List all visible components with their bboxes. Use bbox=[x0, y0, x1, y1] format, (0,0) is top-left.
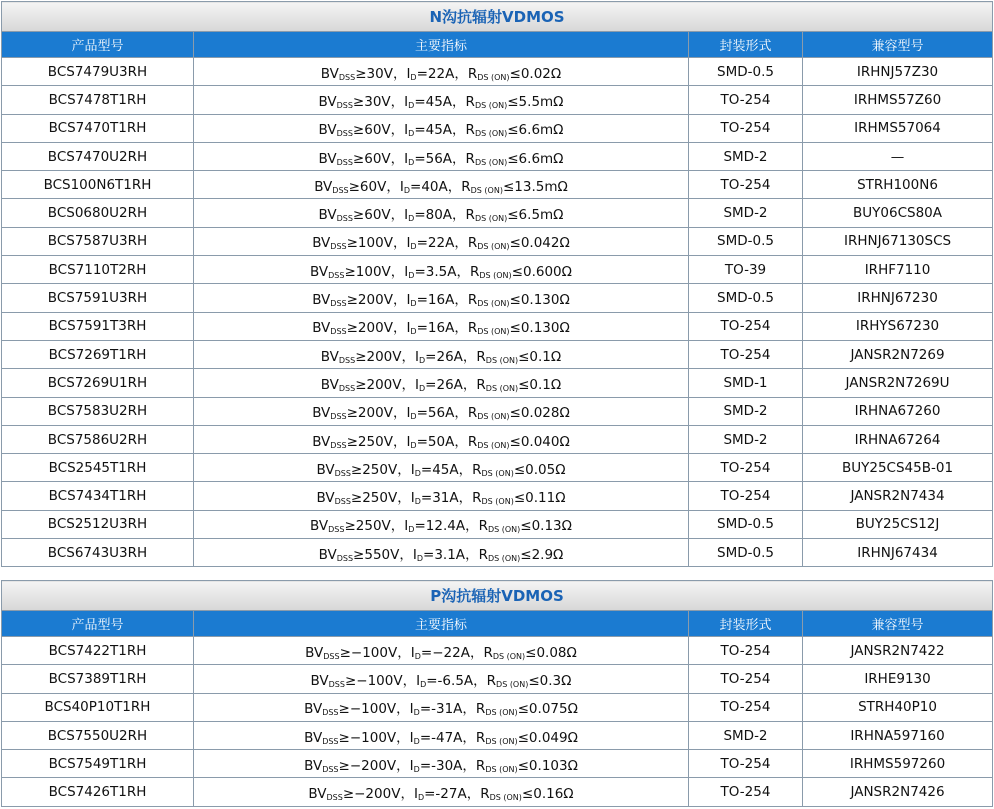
spec-id: =−22A bbox=[420, 644, 470, 661]
table-row bbox=[2, 369, 993, 397]
compatible-cell: STRH100N6 bbox=[803, 171, 993, 199]
package-cell: SMD-2 bbox=[689, 199, 803, 227]
spec-cell: $BV_{DSS}\ge 200V$，$I_D=26A$，$R_{DS (ON)}\le 0.1\Omega$ bbox=[194, 340, 689, 368]
spec-cell: $BV_{DSS}\ge 100V$，$I_D=3.5A$，$R_{DS (ON)}\le 0.600\Omega$ bbox=[194, 256, 689, 284]
compatible-cell: IRHNJ67130SCS bbox=[803, 227, 993, 255]
compatible-cell: IRHNJ67230 bbox=[803, 284, 993, 312]
spec-cell: $BV_{DSS}\ge-200V$，$I_D=-27A$，$R_{DS (ON)}\le 0.16\Omega$ bbox=[194, 778, 689, 806]
spec-bv: ≥−100V bbox=[339, 644, 398, 661]
spec-id: =45A bbox=[414, 122, 453, 139]
spec-cell: $BV_{DSS}\ge 250V$，$I_D=12.4A$，$R_{DS (ON)}\le 0.13\Omega$ bbox=[194, 510, 689, 538]
spec-rds: ≤13.5mΩ bbox=[502, 178, 568, 195]
spec-bv: ≥60V bbox=[348, 178, 387, 195]
spec-id: =45A bbox=[420, 461, 459, 478]
spec-bv: ≥30V bbox=[355, 65, 393, 82]
model-cell: BCS6743U3RH bbox=[2, 539, 194, 567]
compatible-cell: JANSR2N7269 bbox=[803, 340, 993, 368]
spec-rds: ≤2.9Ω bbox=[520, 546, 564, 563]
spec-bv: ≥200V bbox=[346, 320, 393, 337]
spec-id: =31A bbox=[420, 490, 459, 507]
compatible-cell: IRHNA67260 bbox=[803, 397, 993, 425]
spec-cell: $BV_{DSS}\ge 550V$，$I_D=3.1A$，$R_{DS (ON)}\le 2.9\Omega$ bbox=[194, 539, 689, 567]
spec-id: =16A bbox=[416, 292, 455, 309]
spec-id: =56A bbox=[414, 150, 453, 167]
package-cell: TO-254 bbox=[689, 171, 803, 199]
spec-id: =40A bbox=[410, 178, 448, 195]
spec-cell: $BV_{DSS}\ge 60V$，$I_D=56A$，$R_{DS (ON)}\le 6.6m\Omega$ bbox=[194, 142, 689, 170]
spec-id: =26A bbox=[425, 348, 463, 365]
table-row bbox=[2, 665, 993, 693]
spec-rds: ≤0.600Ω bbox=[511, 263, 572, 280]
header-model: 产品型号 bbox=[2, 611, 194, 637]
compatible-cell: STRH40P10 bbox=[803, 693, 993, 721]
table-row bbox=[2, 778, 993, 806]
table-row bbox=[2, 171, 993, 199]
model-cell: BCS7470T1RH bbox=[2, 114, 194, 142]
package-cell: TO-39 bbox=[689, 256, 803, 284]
compatible-cell: JANSR2N7434 bbox=[803, 482, 993, 510]
model-cell: BCS7389T1RH bbox=[2, 665, 194, 693]
spec-id: =45A bbox=[414, 93, 453, 110]
spec-bv: ≥200V bbox=[355, 348, 402, 365]
table-row bbox=[2, 227, 993, 255]
package-cell: TO-254 bbox=[689, 750, 803, 778]
package-cell: TO-254 bbox=[689, 482, 803, 510]
compatible-cell: IRHE9130 bbox=[803, 665, 993, 693]
package-cell: SMD-0.5 bbox=[689, 539, 803, 567]
spec-id: =22A bbox=[416, 65, 455, 82]
compatible-cell: BUY25CS12J bbox=[803, 510, 993, 538]
spec-cell: $BV_{DSS}\ge 30V$，$I_D=45A$，$R_{DS (ON)}\le 5.5m\Omega$ bbox=[194, 86, 689, 114]
table-header-row bbox=[2, 611, 993, 637]
model-cell: BCS7591T3RH bbox=[2, 312, 194, 340]
table-row bbox=[2, 693, 993, 721]
spec-rds: ≤0.05Ω bbox=[513, 461, 566, 478]
model-cell: BCS7550U2RH bbox=[2, 721, 194, 749]
table-title: P沟抗辐射VDMOS bbox=[2, 581, 993, 611]
compatible-cell: — bbox=[803, 142, 993, 170]
spec-bv: ≥550V bbox=[353, 546, 400, 563]
spec-rds: ≤0.028Ω bbox=[509, 405, 570, 422]
package-cell: SMD-1 bbox=[689, 369, 803, 397]
model-cell: BCS7269U1RH bbox=[2, 369, 194, 397]
spec-cell: $BV_{DSS}\ge 200V$，$I_D=16A$，$R_{DS (ON)}\le 0.130\Omega$ bbox=[194, 284, 689, 312]
spec-bv: ≥250V bbox=[346, 433, 393, 450]
spec-cell: $BV_{DSS}\ge 60V$，$I_D=45A$，$R_{DS (ON)}\le 6.6m\Omega$ bbox=[194, 114, 689, 142]
spec-cell: $BV_{DSS}\ge-200V$，$I_D=-30A$，$R_{DS (ON)}\le 0.103\Omega$ bbox=[194, 750, 689, 778]
model-cell: BCS7422T1RH bbox=[2, 637, 194, 665]
table-row bbox=[2, 284, 993, 312]
header-model: 产品型号 bbox=[2, 32, 194, 58]
header-package: 封装形式 bbox=[689, 32, 803, 58]
table-row bbox=[2, 721, 993, 749]
compatible-cell: JANSR2N7426 bbox=[803, 778, 993, 806]
spec-rds: ≤5.5mΩ bbox=[507, 93, 564, 110]
spec-rds: ≤0.1Ω bbox=[518, 348, 562, 365]
table-header-row bbox=[2, 32, 993, 58]
package-cell: TO-254 bbox=[689, 312, 803, 340]
spec-cell: $BV_{DSS}\ge 200V$，$I_D=16A$，$R_{DS (ON)}\le 0.130\Omega$ bbox=[194, 312, 689, 340]
spec-bv: ≥200V bbox=[346, 405, 393, 422]
spec-bv: ≥−200V bbox=[338, 757, 397, 774]
model-cell: BCS2512U3RH bbox=[2, 510, 194, 538]
spec-bv: ≥−100V bbox=[344, 672, 403, 689]
table-row bbox=[2, 750, 993, 778]
spec-rds: ≤0.16Ω bbox=[521, 786, 574, 803]
spec-id: =16A bbox=[416, 320, 455, 337]
spec-cell: $BV_{DSS}\ge 250V$，$I_D=50A$，$R_{DS (ON)}\le 0.040\Omega$ bbox=[194, 425, 689, 453]
model-cell: BCS7426T1RH bbox=[2, 778, 194, 806]
table-row bbox=[2, 142, 993, 170]
header-package: 封装形式 bbox=[689, 611, 803, 637]
table-row bbox=[2, 482, 993, 510]
package-cell: SMD-0.5 bbox=[689, 58, 803, 86]
compatible-cell: IRHNA67264 bbox=[803, 425, 993, 453]
package-cell: SMD-2 bbox=[689, 397, 803, 425]
package-cell: SMD-0.5 bbox=[689, 284, 803, 312]
spec-id: =22A bbox=[416, 235, 455, 252]
compatible-cell: IRHMS57064 bbox=[803, 114, 993, 142]
table-row bbox=[2, 397, 993, 425]
spec-bv: ≥100V bbox=[344, 263, 391, 280]
model-cell: BCS7587U3RH bbox=[2, 227, 194, 255]
spec-cell: $BV_{DSS}\ge 100V$，$I_D=22A$，$R_{DS (ON)}\le 0.042\Omega$ bbox=[194, 227, 689, 255]
spec-rds: ≤0.130Ω bbox=[509, 320, 570, 337]
header-compatible: 兼容型号 bbox=[803, 611, 993, 637]
compatible-cell: JANSR2N7422 bbox=[803, 637, 993, 665]
p-channel-table bbox=[1, 580, 993, 807]
spec-rds: ≤0.130Ω bbox=[509, 292, 570, 309]
spec-bv: ≥60V bbox=[352, 122, 391, 139]
table-row bbox=[2, 86, 993, 114]
package-cell: TO-254 bbox=[689, 114, 803, 142]
package-cell: SMD-2 bbox=[689, 721, 803, 749]
spec-id: =-27A bbox=[424, 786, 467, 803]
header-spec: 主要指标 bbox=[194, 611, 689, 637]
package-cell: SMD-2 bbox=[689, 142, 803, 170]
spec-rds: ≤0.042Ω bbox=[509, 235, 570, 252]
spec-rds: ≤0.3Ω bbox=[528, 672, 572, 689]
spec-rds: ≤6.6mΩ bbox=[507, 150, 564, 167]
spec-bv: ≥250V bbox=[350, 461, 398, 478]
spec-cell: $BV_{DSS}\ge-100V$，$I_D=-6.5A$，$R_{DS (ON)}\le 0.3\Omega$ bbox=[194, 665, 689, 693]
spec-cell: $BV_{DSS}\ge-100V$，$I_D=-22A$，$R_{DS (ON)}\le 0.08\Omega$ bbox=[194, 637, 689, 665]
table-row bbox=[2, 312, 993, 340]
model-cell: BCS7470U2RH bbox=[2, 142, 194, 170]
spec-rds: ≤0.11Ω bbox=[513, 490, 566, 507]
spec-cell: $BV_{DSS}\ge 60V$，$I_D=40A$，$R_{DS (ON)}\le 13.5m\Omega$ bbox=[194, 171, 689, 199]
table-row bbox=[2, 58, 993, 86]
spec-cell: $BV_{DSS}\ge 200V$，$I_D=56A$，$R_{DS (ON)}\le 0.028\Omega$ bbox=[194, 397, 689, 425]
table-row bbox=[2, 539, 993, 567]
spec-bv: ≥200V bbox=[346, 292, 393, 309]
model-cell: BCS0680U2RH bbox=[2, 199, 194, 227]
spec-rds: ≤6.6mΩ bbox=[507, 122, 564, 139]
package-cell: SMD-2 bbox=[689, 425, 803, 453]
package-cell: TO-254 bbox=[689, 86, 803, 114]
spec-id: =3.1A bbox=[423, 546, 466, 563]
spec-rds: ≤0.103Ω bbox=[517, 757, 578, 774]
table-title-row bbox=[2, 2, 993, 32]
package-cell: TO-254 bbox=[689, 778, 803, 806]
spec-id: =80A bbox=[414, 207, 453, 224]
spec-rds: ≤0.040Ω bbox=[509, 433, 570, 450]
model-cell: BCS7478T1RH bbox=[2, 86, 194, 114]
package-cell: TO-254 bbox=[689, 340, 803, 368]
spec-bv: ≥250V bbox=[344, 518, 391, 535]
spec-cell: $BV_{DSS}\ge 250V$，$I_D=31A$，$R_{DS (ON)}\le 0.11\Omega$ bbox=[194, 482, 689, 510]
spec-id: =-6.5A bbox=[426, 672, 474, 689]
package-cell: SMD-0.5 bbox=[689, 227, 803, 255]
table-row bbox=[2, 199, 993, 227]
model-cell: BCS2545T1RH bbox=[2, 454, 194, 482]
table-title-row bbox=[2, 581, 993, 611]
spec-cell: $BV_{DSS}\ge-100V$，$I_D=-31A$，$R_{DS (ON)}\le 0.075\Omega$ bbox=[194, 693, 689, 721]
model-cell: BCS7591U3RH bbox=[2, 284, 194, 312]
model-cell: BCS7549T1RH bbox=[2, 750, 194, 778]
spec-rds: ≤0.13Ω bbox=[520, 518, 572, 535]
model-cell: BCS7269T1RH bbox=[2, 340, 194, 368]
model-cell: BCS100N6T1RH bbox=[2, 171, 194, 199]
header-compatible: 兼容型号 bbox=[803, 32, 993, 58]
spec-rds: ≤0.075Ω bbox=[517, 701, 578, 718]
spec-cell: $BV_{DSS}\ge 30V$，$I_D=22A$，$R_{DS (ON)}\le 0.02\Omega$ bbox=[194, 58, 689, 86]
table-title: N沟抗辐射VDMOS bbox=[2, 2, 993, 32]
spec-id: =-31A bbox=[419, 701, 463, 718]
table-row bbox=[2, 510, 993, 538]
compatible-cell: JANSR2N7269U bbox=[803, 369, 993, 397]
compatible-cell: IRHMS57Z60 bbox=[803, 86, 993, 114]
package-cell: TO-254 bbox=[689, 637, 803, 665]
spec-id: =26A bbox=[425, 376, 463, 393]
spec-id: =12.4A bbox=[414, 518, 466, 535]
spec-bv: ≥200V bbox=[355, 376, 402, 393]
model-cell: BCS7479U3RH bbox=[2, 58, 194, 86]
package-cell: TO-254 bbox=[689, 693, 803, 721]
table-row bbox=[2, 256, 993, 284]
table-row bbox=[2, 340, 993, 368]
spec-cell: $BV_{DSS}\ge 200V$，$I_D=26A$，$R_{DS (ON)}\le 0.1\Omega$ bbox=[194, 369, 689, 397]
spec-cell: $BV_{DSS}\ge 250V$，$I_D=45A$，$R_{DS (ON)}\le 0.05\Omega$ bbox=[194, 454, 689, 482]
spec-id: =56A bbox=[416, 405, 455, 422]
spec-cell: $BV_{DSS}\ge-100V$，$I_D=-47A$，$R_{DS (ON)}\le 0.049\Omega$ bbox=[194, 721, 689, 749]
spec-bv: ≥−200V bbox=[342, 786, 401, 803]
compatible-cell: IRHYS67230 bbox=[803, 312, 993, 340]
spec-bv: ≥30V bbox=[352, 93, 391, 110]
model-cell: BCS7586U2RH bbox=[2, 425, 194, 453]
compatible-cell: IRHNJ67434 bbox=[803, 539, 993, 567]
compatible-cell: IRHMS597260 bbox=[803, 750, 993, 778]
spec-bv: ≥60V bbox=[352, 207, 391, 224]
model-cell: BCS7583U2RH bbox=[2, 397, 194, 425]
spec-cell: $BV_{DSS}\ge 60V$，$I_D=80A$，$R_{DS (ON)}\le 6.5m\Omega$ bbox=[194, 199, 689, 227]
spec-rds: ≤0.1Ω bbox=[518, 376, 562, 393]
header-spec: 主要指标 bbox=[194, 32, 689, 58]
table-row bbox=[2, 637, 993, 665]
package-cell: SMD-0.5 bbox=[689, 510, 803, 538]
model-cell: BCS7434T1RH bbox=[2, 482, 194, 510]
compatible-cell: BUY25CS45B-01 bbox=[803, 454, 993, 482]
table-row bbox=[2, 425, 993, 453]
spec-rds: ≤0.02Ω bbox=[509, 65, 562, 82]
spec-bv: ≥100V bbox=[346, 235, 393, 252]
table-row bbox=[2, 114, 993, 142]
spec-bv: ≥−100V bbox=[338, 701, 397, 718]
spec-bv: ≥60V bbox=[352, 150, 391, 167]
spec-id: =3.5A bbox=[414, 263, 457, 280]
n-channel-table bbox=[1, 1, 993, 567]
compatible-cell: IRHNJ57Z30 bbox=[803, 58, 993, 86]
spec-bv: ≥250V bbox=[350, 490, 398, 507]
package-cell: TO-254 bbox=[689, 454, 803, 482]
spec-bv: ≥−100V bbox=[338, 729, 397, 746]
model-cell: BCS40P10T1RH bbox=[2, 693, 194, 721]
spec-id: =-47A bbox=[419, 729, 463, 746]
spec-id: =-30A bbox=[419, 757, 463, 774]
spec-rds: ≤6.5mΩ bbox=[507, 207, 564, 224]
compatible-cell: IRHF7110 bbox=[803, 256, 993, 284]
table-row bbox=[2, 454, 993, 482]
spec-rds: ≤0.08Ω bbox=[525, 644, 577, 661]
spec-rds: ≤0.049Ω bbox=[517, 729, 578, 746]
spec-id: =50A bbox=[416, 433, 455, 450]
compatible-cell: IRHNA597160 bbox=[803, 721, 993, 749]
model-cell: BCS7110T2RH bbox=[2, 256, 194, 284]
package-cell: TO-254 bbox=[689, 665, 803, 693]
compatible-cell: BUY06CS80A bbox=[803, 199, 993, 227]
